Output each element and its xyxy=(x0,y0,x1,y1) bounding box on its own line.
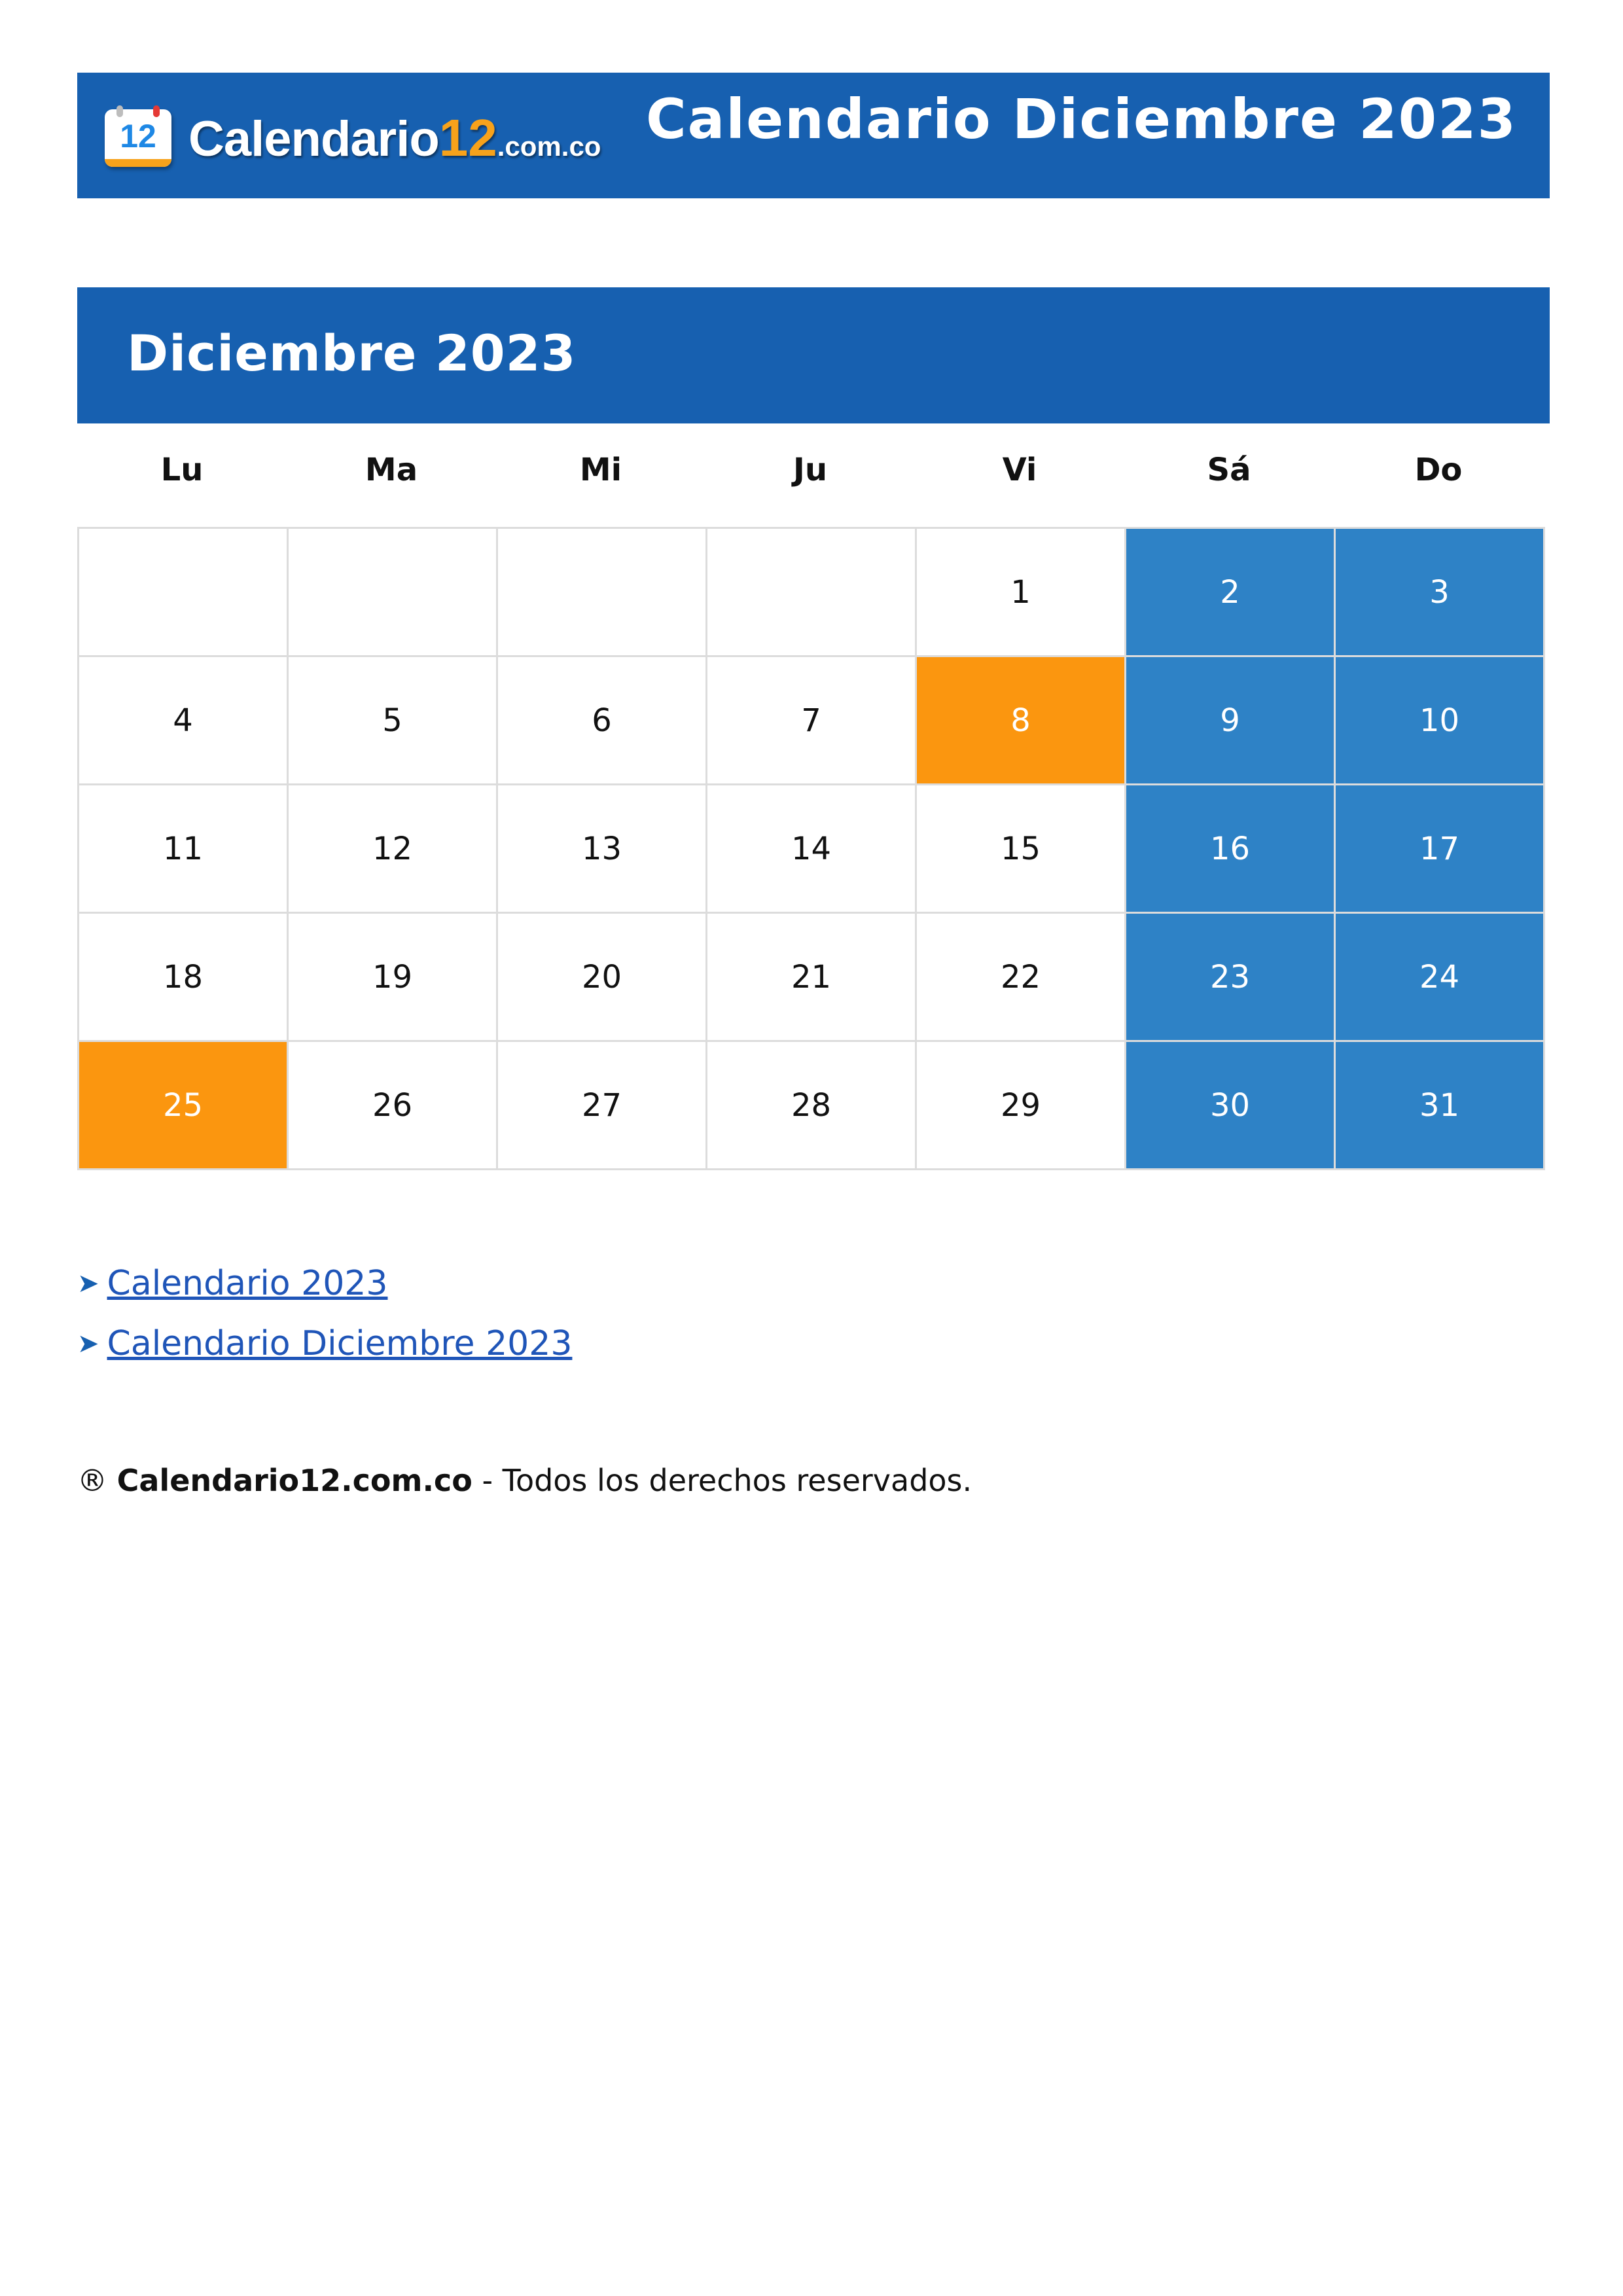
day-cell-27: 27 xyxy=(498,1042,707,1170)
day-cell-18: 18 xyxy=(79,914,289,1042)
related-links xyxy=(77,1253,572,1374)
day-cell-30: 30 xyxy=(1126,1042,1336,1170)
empty-day-cell xyxy=(498,529,707,657)
day-cell-21: 21 xyxy=(707,914,917,1042)
footer-brand: Calendario12.com.co xyxy=(116,1463,473,1498)
link-item xyxy=(77,1314,572,1374)
calendar-icon xyxy=(105,109,171,167)
day-cell-8: 8 xyxy=(917,657,1126,785)
footer-text: - Todos los derechos reservados. xyxy=(482,1463,972,1498)
day-cell-12: 12 xyxy=(289,785,498,914)
weekday-label: Do xyxy=(1414,452,1463,488)
logo-text-part2: 12 xyxy=(438,109,497,167)
day-cell-28: 28 xyxy=(707,1042,917,1170)
day-cell-2: 2 xyxy=(1126,529,1336,657)
day-cell-23: 23 xyxy=(1126,914,1336,1042)
logo-icon-number: 12 xyxy=(120,118,156,154)
day-cell-25: 25 xyxy=(79,1042,289,1170)
calendar-grid xyxy=(77,527,1545,1170)
day-cell-29: 29 xyxy=(917,1042,1126,1170)
weekday-label: Mi xyxy=(579,452,622,488)
weekday-header-row xyxy=(77,452,1543,488)
calendar-ring-right xyxy=(153,105,160,117)
empty-day-cell xyxy=(707,529,917,657)
day-cell-3: 3 xyxy=(1336,529,1545,657)
day-cell-16: 16 xyxy=(1126,785,1336,914)
day-cell-15: 15 xyxy=(917,785,1126,914)
day-cell-1: 1 xyxy=(917,529,1126,657)
weekday-label: Ma xyxy=(365,452,418,488)
weekday-label: Vi xyxy=(1002,452,1037,488)
arrow-right-icon: ➤ xyxy=(77,1268,99,1299)
day-cell-9: 9 xyxy=(1126,657,1336,785)
page-header xyxy=(77,73,1550,198)
day-cell-6: 6 xyxy=(498,657,707,785)
calendar-ring-left xyxy=(116,105,123,117)
day-cell-10: 10 xyxy=(1336,657,1545,785)
weekday-label: Ju xyxy=(793,452,828,488)
day-cell-20: 20 xyxy=(498,914,707,1042)
logo-text-part3: .com.co xyxy=(497,131,601,162)
arrow-right-icon: ➤ xyxy=(77,1329,99,1359)
empty-day-cell xyxy=(79,529,289,657)
page-title: Calendario Diciembre 2023 xyxy=(645,87,1517,151)
day-cell-14: 14 xyxy=(707,785,917,914)
calendar-icon-bar xyxy=(105,159,171,167)
day-cell-17: 17 xyxy=(1336,785,1545,914)
site-logo[interactable] xyxy=(105,107,601,170)
day-cell-24: 24 xyxy=(1336,914,1545,1042)
day-cell-19: 19 xyxy=(289,914,498,1042)
day-cell-4: 4 xyxy=(79,657,289,785)
logo-text-part1: Calendario xyxy=(188,111,439,167)
weekday-label: Sá xyxy=(1207,452,1251,488)
logo-wordmark xyxy=(188,108,601,168)
registered-symbol: ® xyxy=(77,1463,107,1498)
day-cell-5: 5 xyxy=(289,657,498,785)
month-header xyxy=(77,287,1550,423)
link-calendario-2023[interactable]: Calendario 2023 xyxy=(107,1264,388,1303)
day-cell-11: 11 xyxy=(79,785,289,914)
empty-day-cell xyxy=(289,529,498,657)
link-item xyxy=(77,1253,572,1314)
day-cell-7: 7 xyxy=(707,657,917,785)
link-calendario-diciembre-2023[interactable]: Calendario Diciembre 2023 xyxy=(107,1324,573,1363)
month-title: Diciembre 2023 xyxy=(127,324,577,382)
day-cell-26: 26 xyxy=(289,1042,498,1170)
footer xyxy=(77,1463,972,1498)
day-cell-22: 22 xyxy=(917,914,1126,1042)
day-cell-13: 13 xyxy=(498,785,707,914)
day-cell-31: 31 xyxy=(1336,1042,1545,1170)
weekday-label: Lu xyxy=(160,452,204,488)
